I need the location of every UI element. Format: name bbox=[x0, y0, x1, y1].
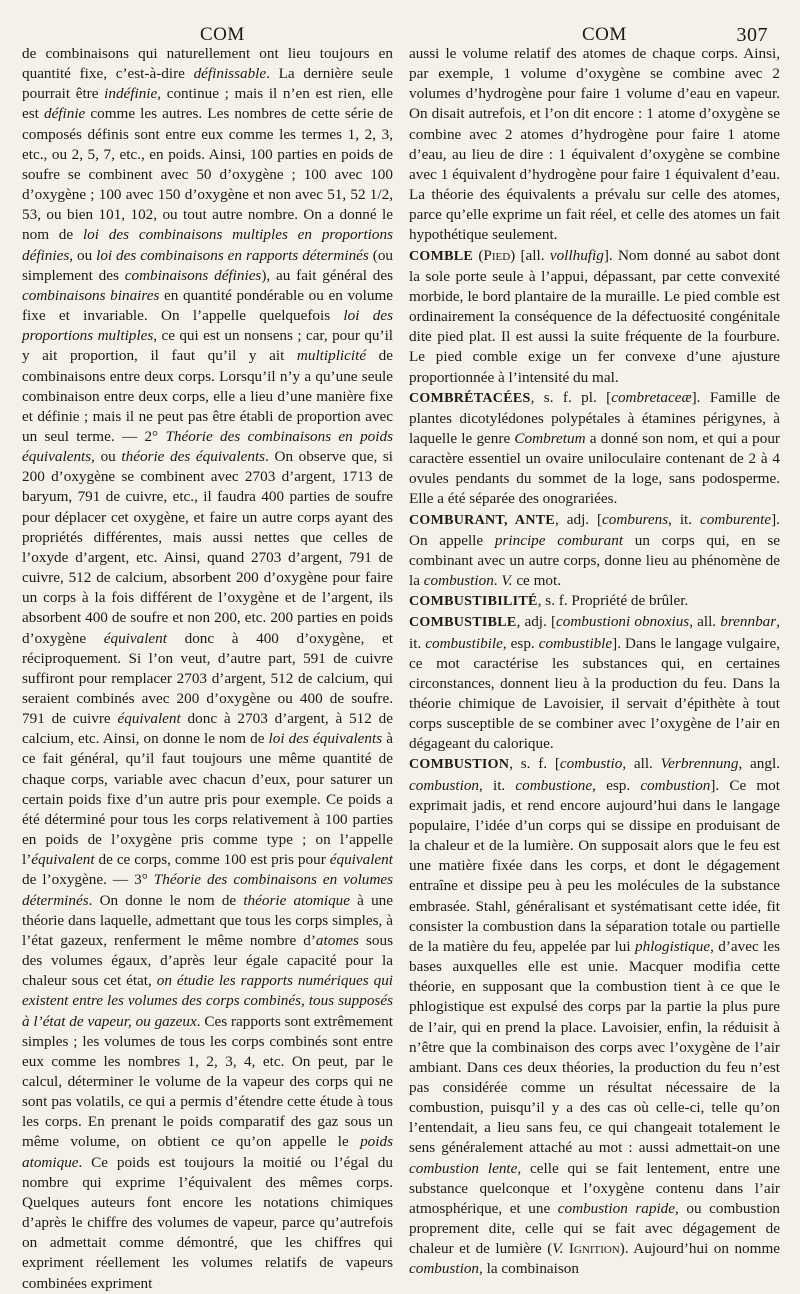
right-column-entry: COMBUSTIBLE, adj. [combustioni obnoxius, all. brennbar, it. combustibile, esp. combustible]. Dans le langage vulgaire, ce mot caractérise les substances qui, en certaines circonstances, donnent lieu à la production du feu. Dans la théorie chimique de Lavoisier, il servait d’épithète à tout corps susceptible de se combiner avec l’oxygène de l’air en dégageant du calorique. bbox=[409, 613, 780, 753]
text-columns bbox=[22, 44, 780, 1294]
right-column-entry: aussi le volume relatif des atomes de chaque corps. Ainsi, par exemple, 1 volume d’oxygène se combine avec 2 volumes d’hydrogène pour faire 1 volume d’eau en vapeur. On disait autrefois, et l’on dit encore : 1 atome d’oxygène se combine avec 2 atomes d’hydrogène pour faire 1 atome d’eau, au lieu de dire : 1 équivalent d’oxygène se combine avec 1 équivalent d’hydrogène pour faire 1 équivalent d’eau. La théorie des équivalents a prévalu sur celle des atomes, parce qu’elle exprime un fait réel, et celle des atomes un fait hypothétique seulement. bbox=[409, 45, 780, 244]
header-center-title: COM bbox=[582, 24, 627, 45]
right-column-entry: COMBLE (Pied) [all. vollhufig]. Nom donné au sabot dont la sole porte seule à l’appui, dépassant, par cette convexité morbide, le bord plantaire de la muraille. Le pied comble est ordinairement la conséquence de la défectuosité congénitale dite pied plat. Il est aussi la suite fréquente de la fourbure. Le pied comble exige un fer convexe d’une ajusture proportionnée à l’intensité du mal. bbox=[409, 246, 780, 386]
running-header bbox=[22, 10, 780, 44]
right-column bbox=[409, 44, 780, 1294]
right-column-entry: COMBURANT, ANTE, adj. [comburens, it. comburente]. On appelle principe comburant un corps qui, en se combinant avec un autre corps, donne lieu au phénomène de la combustion. V. ce mot. bbox=[409, 510, 780, 590]
header-left-title: COM bbox=[200, 24, 245, 45]
right-column-entry: COMBUSTION, s. f. [combustio, all. Verbrennung, angl. combustion, it. combustione, esp. combustion]. Ce mot exprimait jadis, et rend encore aujourd’hui dans le langage populaire, l’idée d’un corps qui se dissipe en produisant de la chaleur et de la lumière. On supposait alors que le feu est une matière fixée dans les corps, et dont le dégagement entraîne et dissipe peu à peu les molécules de la substance embrasée. Stahl, généralisant et systématisant cette idée, fit consister la combustion dans la séparation totale ou partielle de la matière du feu, appelée par lui phlogistique, d’avec les bases auxquelles elle est unie. Macquer modifia cette théorie, en supposant que la combustion tient à ce que le phlogistique est expulsé des corps par la partie la plus pure de l’air, qui en prend la place. Lavoisier, enfin, la réduisit à n’être que la combinaison des corps avec l’oxygène de l’air ambiant. Dans ces deux théories, la production du feu n’est pas considérée comme un résultat nécessaire de la combustion, puisqu’il y a des cas où celle-ci, telle qu’on l’entendait, a lieu sans feu, ce qui changeait totalement le sens généralement attaché au mot : aussi admettait-on une combustion lente, celle qui se fait lentement, entre une substance quelconque et l’oxygène contenu dans l’air atmosphérique, et une combustion rapide, ou combustion proprement dite, celle qui se fait avec dégagement de chaleur et de lumière (V. Ignition). Aujourd’hui on nomme combustion, la combinaison bbox=[409, 755, 781, 1278]
page-number: 307 bbox=[736, 24, 768, 46]
left-column-entry: de combinaisons qui naturellement ont lieu toujours en quantité fixe, c’est-à-dire définissable. La dernière seule pourrait être indéfinie, continue ; mais il n’en est rien, elle est définie comme les autres. Les nombres de cette série de composés définis sont entre eux comme les termes 1, 2, 3, etc., ou 2, 5, 7, etc., en poids. Ainsi, 100 parties en poids de soufre se combinent avec 50 d’oxygène ; 100 avec 100 d’oxygène ; 100 avec 150 d’oxygène et non avec 51, 52 1/2, 53, ou bien 101, 102, ou tout autre nombre. On a donné le nom de loi des combinaisons multiples en proportions définies, ou loi des combinaisons en rapports déterminés (ou simplement des combinaisons définies), au fait général des combinaisons binaires en quantité pondérable ou en volume fixe et invariable. On l’appelle quelquefois loi des proportions multiples, ce qui est un nonsens ; car, pour qu’il y ait proportion, il faut qu’il y ait multiplicité de combinaisons entre deux corps. Lorsqu’il n’y a qu’une seule combinaison entre deux corps, elle a lieu d’une manière fixe et définie ; mais il ne peut pas être établi de proportion avec un seul terme. — 2° Théorie des combinaisons en poids équivalents, ou théorie des équivalents. On observe que, si 200 d’oxygène se combinent avec 2703 d’argent, 1713 de baryum, 791 de cuivre, etc., il faudra 400 parties de soufre pour déplacer cet oxygène, et faire un autre corps ayant des propriétés différentes, mais aussi nettes que celles de l’oxyde d’argent, etc. Ainsi, quand 2703 d’argent, 791 de cuivre, 512 de calcium, absorbent 200 d’oxygène pour faire un corps à la fois différent de l’oxygène et de l’argent, ils absorbent 400 de soufre et non 200, etc. 200 parties en poids d’oxygène équivalent donc à 400 d’oxygène, et réciproquement. Si l’on veut, d’autre part, 591 de cuivre suffiront pour remplacer 2703 d’argent, 512 de calcium, qui seraient combinés avec 200 d’oxygène ou 400 de soufre. 791 de cuivre équivalent donc à 2703 d’argent, à 512 de calcium, etc. Ainsi, on donne le nom de loi des équivalents à ce fait général, qu’il faut toujours une même quantité de chaque corps, variable avec chacun d’eux, pour saturer un certain poids fixe d’un autre pris pour exemple. Ce poids a été déterminé pour tous les corps relativement à 100 parties en poids de l’oxygène pris comme type ; on l’appelle l’équivalent de ce corps, comme 100 est pris pour équivalent de l’oxygène. — 3° Théorie des combinaisons en volumes déterminés. On donne le nom de théorie atomique à une théorie dans laquelle, admettant que tous les corps simples, à l’état gazeux, renferment le même nombre d’atomes sous des volumes égaux, d’après leur égale capacité pour la chaleur sous cet état, on étudie les rapports numériques qui existent entre les volumes des corps combinés, tous supposés à l’état de vapeur, ou gazeux. Ces rapports sont extrêmement simples ; les volumes de tous les corps combinés sont entre eux comme les nombres 1, 2, 3, 4, etc. On peut, par le calcul, déterminer le volume de la vapeur des corps qui ne sont pas volatils, ce qui a permis d’étendre cette étude à tous les corps. En prenant le poids comparatif des gaz sous un même volume, on obtient ce qu’on appelle le poids atomique. Ce poids est toujours la moitié ou l’égal du nombre qui exprime l’équivalent des mêmes corps. Quelques auteurs font encore les notations chimiques d’après le chiffre des volumes de vapeur, parce qu’autrefois on admettait comme démontré, que les chiffres qui expriment réellement les volumes relatifs de vapeurs combinées expriment bbox=[22, 45, 394, 1292]
right-column-entry: COMBUSTIBILITÉ, s. f. Propriété de brûler. bbox=[409, 592, 689, 610]
right-column-entry: COMBRÉTACÉES, s. f. pl. [combretaceæ]. Famille de plantes dicotylédones polypétales à étamines périgynes, à laquelle le genre Combretum a donné son nom, et qui a pour caractère essentiel un ovaire uniloculaire contenant de 2 à 4 ovules pendants du sommet de la loge, sans podosperme. Elle a été séparée des onograriées. bbox=[409, 388, 781, 508]
left-column bbox=[22, 44, 393, 1294]
